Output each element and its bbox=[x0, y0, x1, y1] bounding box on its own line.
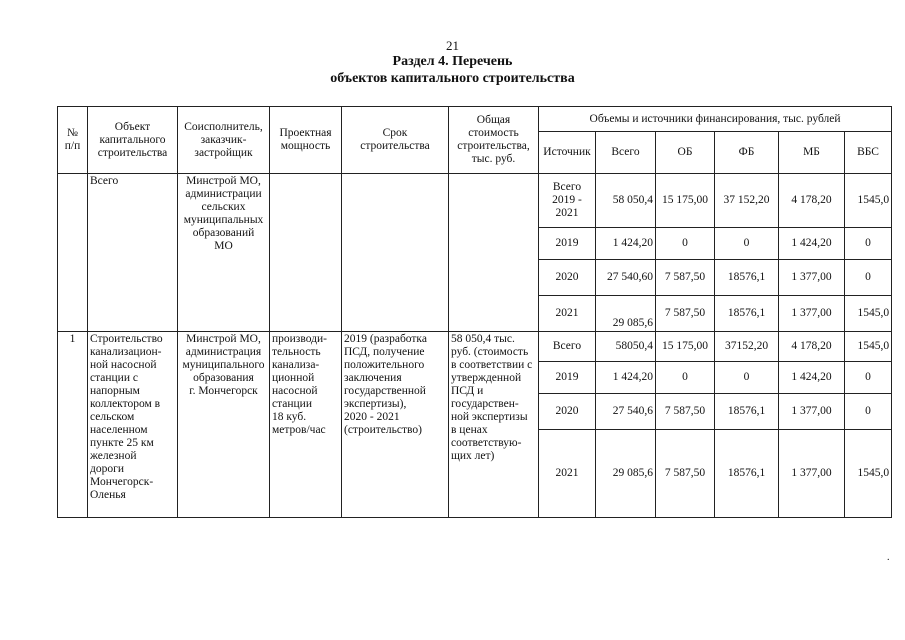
total-cell: 29 085,6 bbox=[596, 296, 656, 332]
header-mb: МБ bbox=[779, 132, 845, 174]
header-vbs: ВБС bbox=[845, 132, 892, 174]
object-capacity: производи- тельность канализа- ционной насосной станции 18 куб. метров/час bbox=[270, 332, 342, 518]
total-cell: 27 540,60 bbox=[596, 260, 656, 296]
total-executor: Минстрой МО, администрации сельских муниципальных образований МО bbox=[178, 174, 270, 332]
total-num-cell bbox=[58, 174, 88, 332]
fb-cell: 18576,1 bbox=[715, 430, 779, 518]
capital-construction-table bbox=[57, 106, 892, 518]
total-cell: 58050,4 bbox=[596, 332, 656, 362]
ob-cell: 7 587,50 bbox=[656, 394, 715, 430]
header-period: Срок строительства bbox=[342, 107, 449, 174]
total-label: Всего bbox=[88, 174, 178, 332]
source-cell: Всего 2019 - 2021 bbox=[539, 174, 596, 228]
total-cell: 29 085,6 bbox=[596, 430, 656, 518]
source-cell: 2019 bbox=[539, 362, 596, 394]
source-cell: 2020 bbox=[539, 394, 596, 430]
ob-cell: 15 175,00 bbox=[656, 332, 715, 362]
fb-cell: 37 152,20 bbox=[715, 174, 779, 228]
mb-cell: 1 377,00 bbox=[779, 394, 845, 430]
vbs-cell: 0 bbox=[845, 362, 892, 394]
mb-cell: 1 424,20 bbox=[779, 362, 845, 394]
mb-cell: 4 178,20 bbox=[779, 174, 845, 228]
page-number: 21 bbox=[446, 38, 459, 53]
vbs-cell: 1545,0 bbox=[845, 332, 892, 362]
total-capacity-cell bbox=[270, 174, 342, 332]
header-object: Объект капитального строительства bbox=[88, 107, 178, 174]
object-name: Строительство канализацион- ной насосной станции с напорным коллектором в сельском населенном пункте 25 км железной дороги Мончегорск- Оленья bbox=[88, 332, 178, 518]
ob-cell: 7 587,50 bbox=[656, 260, 715, 296]
mb-cell: 4 178,20 bbox=[779, 332, 845, 362]
section-title: Раздел 4. Перечень bbox=[392, 54, 513, 69]
scan-speck: . bbox=[887, 552, 890, 563]
header-capacity: Проектная мощность bbox=[270, 107, 342, 174]
vbs-cell: 0 bbox=[845, 228, 892, 260]
ob-cell: 0 bbox=[656, 362, 715, 394]
mb-cell: 1 377,00 bbox=[779, 296, 845, 332]
object-period: 2019 (разработка ПСД, получение положительного заключения государственной экспертизы), 2020 - 2021 (строительство) bbox=[342, 332, 449, 518]
header-source: Источник bbox=[539, 132, 596, 174]
table-row bbox=[58, 332, 892, 362]
fb-cell: 18576,1 bbox=[715, 296, 779, 332]
header-financing: Объемы и источники финансирования, тыс. рублей bbox=[539, 107, 892, 132]
vbs-cell: 1545,0 bbox=[845, 430, 892, 518]
ob-cell: 7 587,50 bbox=[656, 430, 715, 518]
vbs-cell: 0 bbox=[845, 260, 892, 296]
total-cell: 58 050,4 bbox=[596, 174, 656, 228]
header-ob: ОБ bbox=[656, 132, 715, 174]
fb-cell: 0 bbox=[715, 362, 779, 394]
object-num: 1 bbox=[58, 332, 88, 518]
object-executor: Минстрой МО, администрация муниципального образования г. Мончегорск bbox=[178, 332, 270, 518]
fb-cell: 18576,1 bbox=[715, 260, 779, 296]
total-cell: 1 424,20 bbox=[596, 362, 656, 394]
header-fb: ФБ bbox=[715, 132, 779, 174]
total-cell: 27 540,6 bbox=[596, 394, 656, 430]
total-cell: 1 424,20 bbox=[596, 228, 656, 260]
fb-cell: 37152,20 bbox=[715, 332, 779, 362]
vbs-cell: 1545,0 bbox=[845, 174, 892, 228]
source-cell: 2020 bbox=[539, 260, 596, 296]
source-cell: Всего bbox=[539, 332, 596, 362]
mb-cell: 1 377,00 bbox=[779, 430, 845, 518]
header-cost: Общая стоимость строительства, тыс. руб. bbox=[449, 107, 539, 174]
mb-cell: 1 377,00 bbox=[779, 260, 845, 296]
source-cell: 2021 bbox=[539, 296, 596, 332]
total-cost-cell bbox=[449, 174, 539, 332]
table-row bbox=[58, 174, 892, 228]
ob-cell: 7 587,50 bbox=[656, 296, 715, 332]
fb-cell: 0 bbox=[715, 228, 779, 260]
header-num: № п/п bbox=[58, 107, 88, 174]
ob-cell: 0 bbox=[656, 228, 715, 260]
header-total: Всего bbox=[596, 132, 656, 174]
source-cell: 2021 bbox=[539, 430, 596, 518]
source-cell: 2019 bbox=[539, 228, 596, 260]
object-cost: 58 050,4 тыс. руб. (стоимость в соответствии с утвержденной ПСД и государствен- ной экспертизы в ценах соответствую- щих лет) bbox=[449, 332, 539, 518]
mb-cell: 1 424,20 bbox=[779, 228, 845, 260]
section-subtitle: объектов капитального строительства bbox=[330, 71, 575, 86]
fb-cell: 18576,1 bbox=[715, 394, 779, 430]
header-executor: Соисполнитель, заказчик- застройщик bbox=[178, 107, 270, 174]
ob-cell: 15 175,00 bbox=[656, 174, 715, 228]
vbs-cell: 0 bbox=[845, 394, 892, 430]
vbs-cell: 1545,0 bbox=[845, 296, 892, 332]
total-period-cell bbox=[342, 174, 449, 332]
